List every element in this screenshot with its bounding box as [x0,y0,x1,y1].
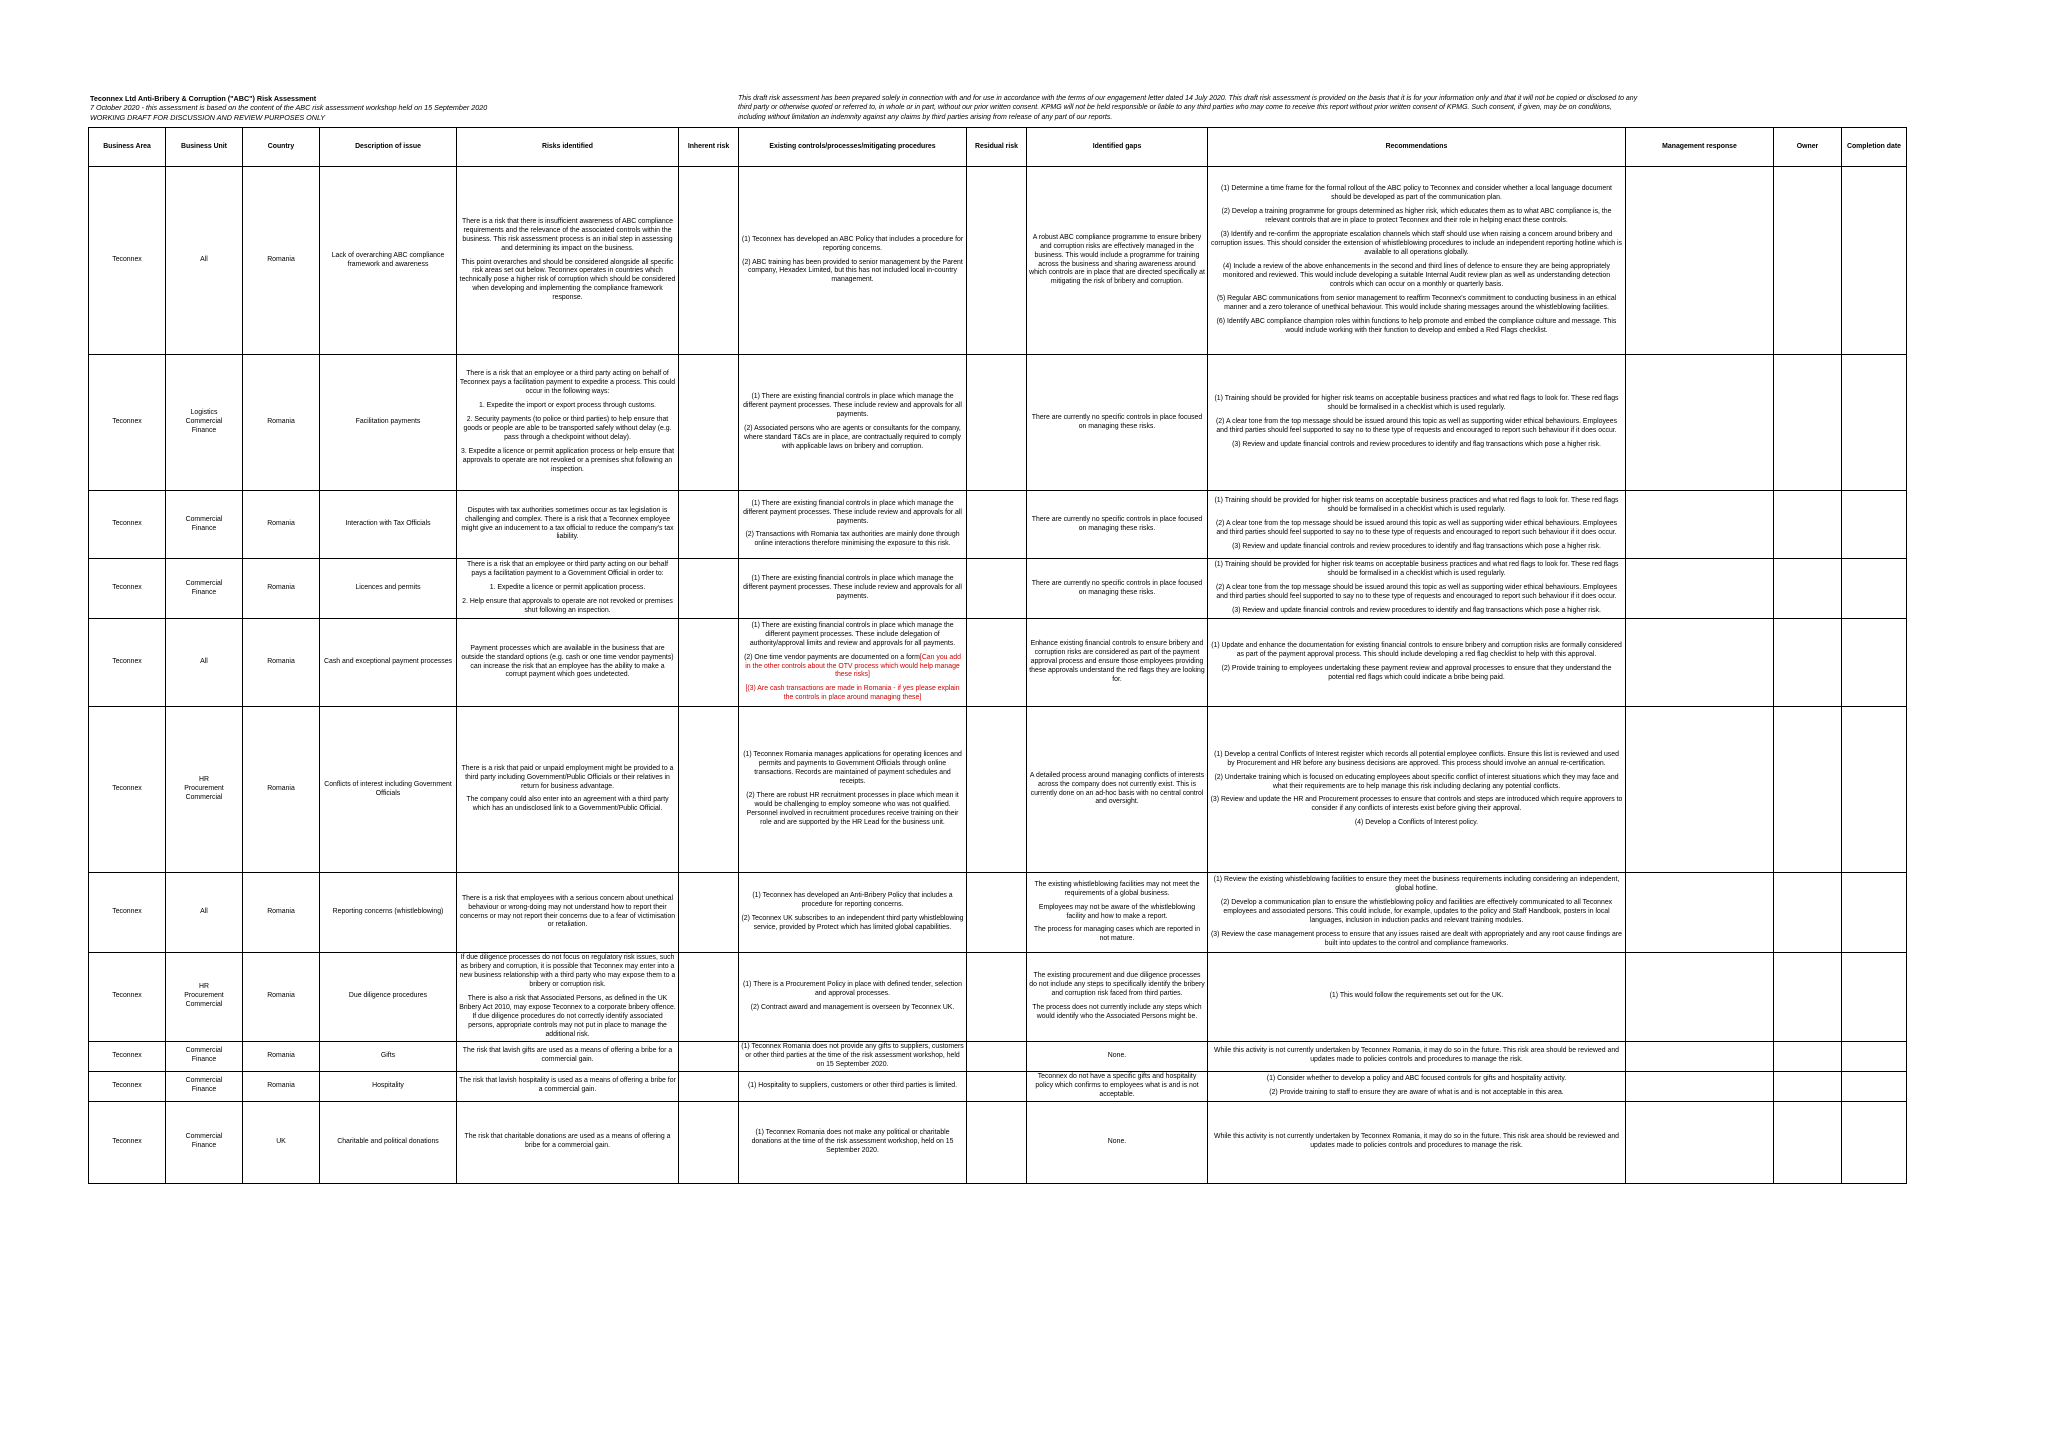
business-area-cell: Teconnex [89,491,166,559]
issue-description-cell: Due diligence procedures [320,953,457,1042]
completion-date-cell [1842,491,1907,559]
table-row [89,619,1907,707]
column-header: Identified gaps [1027,128,1208,167]
recommendations-cell-paragraph: (1) Training should be provided for higher risk teams on acceptable business practices and what red flags to look for. These red flags should be formalised in a checklist which is used regularly. [1214,395,1619,412]
inherent-risk-cell [679,1071,739,1101]
residual-risk-cell [967,707,1027,873]
inherent-risk-cell [679,707,739,873]
risks-identified-cell [457,873,679,953]
recommendations-cell-paragraph: (6) Identify ABC compliance champion roles within functions to help promote and embed the compliance culture and message. This would include working with their function to develop and embed a Red Flags checklist. [1216,317,1617,334]
recommendations-cell-paragraph: (3) Review and update financial controls and review procedures to identify and flag transactions which pose a higher risk. [1232,606,1601,614]
existing-controls-cell [739,491,967,559]
recommendations-cell-paragraph: (2) A clear tone from the top message should be issued around this topic as well as supporting wider ethical behaviours. Employees and third parties should feel supported to say no to these type of requests and encouraged to report such behaviour if it does occur. [1215,520,1618,536]
existing-controls-cell-paragraph: (1) Teconnex Romania does not provide any gifts to suppliers, customers or other third parties at the time of the risk assessment workshop, held on 15 September 2020. [741,1042,964,1068]
residual-risk-cell [967,953,1027,1042]
issue-description-cell: Facilitation payments [320,355,457,491]
issue-description-cell: Reporting concerns (whistleblowing) [320,873,457,953]
owner-cell [1774,355,1842,491]
completion-date-cell [1842,707,1907,873]
management-response-cell [1626,873,1774,953]
business-unit-cell [166,1071,243,1101]
country-cell: Romania [243,1041,320,1071]
country-cell: Romania [243,491,320,559]
existing-controls-cell-paragraph: (2) One time vendor payments are documented on a form[Can you add in the other controls about the OTV process which would help manage these risks] [744,653,961,679]
business-unit-line: HR [199,983,209,991]
table-row [89,707,1907,873]
existing-controls-cell [739,1071,967,1101]
identified-gaps-cell [1027,1101,1208,1183]
document-title: Teconnex Ltd Anti-Bribery & Corruption ("ABC") Risk Assessment [90,94,317,103]
residual-risk-cell [967,873,1027,953]
document-header [90,94,730,122]
risks-identified-cell-paragraph: Payment processes which are available in the business that are outside the standard options (e.g. cash or one time vendor payments) can increase the risk that an employee has the ability to make a corrupt payment which goes undetected. [461,644,674,679]
business-unit-line: All [200,908,208,916]
business-unit-line: Commercial [185,1077,223,1085]
business-area-cell: Teconnex [89,167,166,355]
business-area-cell: Teconnex [89,355,166,491]
management-response-cell [1626,167,1774,355]
identified-gaps-cell-paragraph: The process does not currently include any steps which would identify who the Associated Persons might be. [1032,1003,1202,1020]
risks-identified-cell [457,167,679,355]
business-area-cell: Teconnex [89,559,166,619]
column-header: Existing controls/processes/mitigating procedures [739,128,967,167]
identified-gaps-cell-paragraph: None. [1107,1137,1127,1145]
recommendations-cell-paragraph: (2) Develop a training programme for groups determined as higher risk, which educates them as to what ABC compliance is, the relevant controls that are in place to protect Teconnex and their role in helping enact these controls. [1221,208,1612,225]
business-unit-line: Procurement [184,992,224,1000]
risks-identified-cell-paragraph: There is also a risk that Associated Persons, as defined in the UK Bribery Act 2010, may expose Teconnex to a corporate bribery offence. If due diligence procedures do not correctly identify associated persons, appropriate controls may not put in place to manage the additional risk. [459,994,676,1038]
existing-controls-cell-paragraph: (1) Hospitality to suppliers, customers or other third parties is limited. [747,1081,958,1089]
country-cell: Romania [243,167,320,355]
identified-gaps-cell-paragraph: There are currently no specific controls in place focused on managing these risks. [1031,515,1203,532]
recommendations-cell [1208,873,1626,953]
existing-controls-cell-paragraph: (1) There is a Procurement Policy in place with defined tender, selection and approval processes. [743,980,962,997]
management-response-cell [1626,491,1774,559]
identified-gaps-cell-paragraph: Employees may not be aware of the whistleblowing facility and how to make a report. [1038,903,1196,920]
recommendations-cell-paragraph: (1) Training should be provided for higher risk teams on acceptable business practices and what red flags to look for. These red flags should be formalised in a checklist which is used regularly. [1214,497,1619,514]
business-unit-line: Procurement [184,785,224,793]
identified-gaps-cell-paragraph: A detailed process around managing conflicts of interests across the company does not currently exist. This is currently done on an ad-hoc basis with no central control and oversight. [1029,771,1205,806]
country-cell: Romania [243,953,320,1042]
table-row [89,953,1907,1042]
recommendations-cell-paragraph: While this activity is not currently undertaken by Teconnex Romania, it may do so in the future. This risk area should be reviewed and updates made to policies controls and procedures to manage the risk. [1214,1133,1619,1150]
existing-controls-cell [739,355,967,491]
risks-identified-cell-paragraph: This point overarches and should be considered alongside all specific risk areas set out below. Teconnex operates in countries which technically pose a higher risk of corruption which should be considered when developing and implementing the compliance framework response. [459,258,676,302]
recommendations-cell [1208,953,1626,1042]
residual-risk-cell [967,619,1027,707]
recommendations-cell [1208,167,1626,355]
management-response-cell [1626,707,1774,873]
risks-identified-cell [457,619,679,707]
business-unit-cell [166,707,243,873]
business-unit-line: HR [199,776,209,784]
business-unit-line: Commercial [185,1047,223,1055]
identified-gaps-cell [1027,559,1208,619]
table-header-row [89,128,1907,167]
business-unit-line: Commercial [185,793,223,801]
recommendations-cell-paragraph: (2) A clear tone from the top message should be issued around this topic as well as supporting wider ethical behaviours. Employees and third parties should feel supported to say no to these type of requests and encouraged to report such behaviour if it does occur. [1215,418,1618,434]
identified-gaps-cell [1027,873,1208,953]
recommendations-cell [1208,355,1626,491]
inherent-risk-cell [679,167,739,355]
identified-gaps-cell [1027,491,1208,559]
country-cell: Romania [243,619,320,707]
column-header: Residual risk [967,128,1027,167]
existing-controls-cell [739,167,967,355]
business-unit-line: Finance [191,426,217,434]
table-row [89,1071,1907,1101]
business-area-cell: Teconnex [89,1101,166,1183]
column-header: Business Area [89,128,166,167]
risks-identified-cell-paragraph: There is a risk that an employee or a third party acting on behalf of Teconnex pays a facilitation payment to expedite a process. This could occur in the following ways: [459,370,676,396]
country-cell: Romania [243,707,320,873]
residual-risk-cell [967,491,1027,559]
disclaimer-text: This draft risk assessment has been prepared solely in connection with and for use in accordance with the terms of our engagement letter dated 14 July 2020. This draft risk assessment is provided on the basis that it is for your information only and that it will not be copied or disclosed to any third party or otherwise quoted or referred to, in whole or in part, without our prior written consent. KPMG will not be held responsible or liable to any third parties who may come to receive this report without prior written consent of KPMG. Such consent, if given, may be on conditions, including without limitation an indemnity against any claims by third parties arising from release of any part of our reports. [738,95,1638,121]
risks-identified-cell [457,1041,679,1071]
existing-controls-cell-paragraph: (1) There are existing financial controls in place which manage the different payment processes. These include delegation of authority/approval limits and review and approvals for all payments. [749,621,956,647]
recommendations-cell-paragraph: (1) Training should be provided for higher risk teams on acceptable business practices and what red flags to look for. These red flags should be formalised in a checklist which is used regularly. [1214,561,1619,578]
management-response-cell [1626,1041,1774,1071]
identified-gaps-cell [1027,1071,1208,1101]
identified-gaps-cell [1027,355,1208,491]
owner-cell [1774,619,1842,707]
recommendations-cell-paragraph: (1) Determine a time frame for the formal rollout of the ABC policy to Teconnex and consider whether a local language document should be developed as part of the communication plan. [1221,185,1612,202]
inherent-risk-cell [679,491,739,559]
existing-controls-cell-paragraph: (1) Teconnex has developed an Anti-Bribery Policy that includes a procedure for reporting concerns. [752,892,953,909]
recommendations-cell-paragraph: (3) Identify and re-confirm the appropriate escalation channels which staff should use when raising a concern around bribery and corruption issues. This should consider the extension of whistleblowing procedures to include an independent reporting hotline which is available to all operations globally. [1211,231,1622,257]
business-unit-line: Finance [191,1056,217,1064]
column-header: Management response [1626,128,1774,167]
risks-identified-cell-paragraph: 2. Security payments (to police or third parties) to help ensure that goods or people are able to be transported safely without delay (e.g. pass through a checkpoint without delay). [463,416,672,441]
recommendations-cell-paragraph: (2) Provide training to staff to ensure they are aware of what is and is not acceptable in this area. [1269,1088,1564,1096]
column-header: Completion date [1842,128,1907,167]
inherent-risk-cell [679,619,739,707]
business-unit-cell [166,619,243,707]
owner-cell [1774,559,1842,619]
recommendations-cell-paragraph: (1) Consider whether to develop a policy and ABC focused controls for gifts and hospitality activity. [1266,1074,1567,1082]
business-unit-line: All [200,658,208,666]
risks-identified-cell-paragraph: There is a risk that there is insufficient awareness of ABC compliance requirements and the relevance of the associated controls within the business. This risk assessment process is an initial step in assessing and determining its impact on the business. [462,217,673,252]
business-unit-line: Finance [191,524,217,532]
risk-register-table [88,127,1907,1184]
issue-description-cell: Charitable and political donations [320,1101,457,1183]
completion-date-cell [1842,953,1907,1042]
existing-controls-cell [739,953,967,1042]
completion-date-cell [1842,1071,1907,1101]
business-area-cell: Teconnex [89,619,166,707]
risks-identified-cell-paragraph: The risk that lavish gifts are used as a means of offering a bribe for a commercial gain. [462,1047,673,1064]
existing-controls-cell [739,873,967,953]
recommendations-cell-paragraph: While this activity is not currently undertaken by Teconnex Romania, it may do so in the future. This risk area should be reviewed and updates made to policies controls and procedures to manage the risk. [1214,1047,1619,1064]
column-header: Description of issue [320,128,457,167]
risks-identified-cell [457,355,679,491]
business-unit-line: Finance [191,588,217,596]
issue-description-cell: Lack of overarching ABC compliance framework and awareness [320,167,457,355]
country-cell: Romania [243,873,320,953]
residual-risk-cell [967,1041,1027,1071]
risks-identified-cell [457,953,679,1042]
recommendations-cell-paragraph: (1) Develop a central Conflicts of Interest register which records all potential employee conflicts. Ensure this list is reviewed and used by Procurement and HR before any business decisions are approved. This process should involve an annual re-certification. [1214,750,1619,767]
business-unit-line: Commercial [185,1133,223,1141]
completion-date-cell [1842,1041,1907,1071]
risks-identified-cell [457,491,679,559]
business-unit-line: Commercial [185,1001,223,1009]
business-unit-cell [166,491,243,559]
business-unit-line: Commercial [185,418,223,426]
country-cell: UK [243,1101,320,1183]
recommendations-cell [1208,559,1626,619]
existing-controls-cell [739,559,967,619]
table-row [89,355,1907,491]
recommendations-cell-paragraph: (1) Update and enhance the documentation for existing financial controls to ensure bribery and corruption risks are formally considered as part of the payment approval process. This should include developing a red flag checklist to help with this approval. [1211,642,1622,659]
residual-risk-cell [967,167,1027,355]
risks-identified-cell-paragraph: 3. Expedite a licence or permit application process or help ensure that approvals to operate are not revoked or a premises shut following an inspection. [461,447,674,473]
inherent-risk-cell [679,559,739,619]
recommendations-cell-paragraph: (2) Develop a communication plan to ensure the whistleblowing policy and facilities are effectively communicated to all Teconnex employees and associated persons. This could include, for example, updates to the policy and Staff Handbook, posters in local languages, inclusion in induction packs and relevant training modules. [1220,899,1613,924]
owner-cell [1774,873,1842,953]
table-row [89,1101,1907,1183]
identified-gaps-cell-paragraph: The existing procurement and due diligence processes do not include any steps to specifically identify the bribery and corruption risk faced from third parties. [1029,971,1205,997]
issue-description-cell: Hospitality [320,1071,457,1101]
business-unit-line: Logistics [190,409,218,417]
risks-identified-cell [457,1071,679,1101]
management-response-cell [1626,355,1774,491]
column-header: Business Unit [166,128,243,167]
inherent-risk-cell [679,1041,739,1071]
identified-gaps-cell-paragraph: There are currently no specific controls in place focused on managing these risks. [1031,413,1203,430]
risks-identified-cell-paragraph: 2. Help ensure that approvals to operate are not revoked or premises shut following an inspection. [462,597,673,614]
owner-cell [1774,491,1842,559]
business-unit-cell [166,1101,243,1183]
existing-controls-cell-paragraph: (2) There are robust HR recruitment processes in place which mean it would be challenging to employ someone who was not qualified. Personnel involved in recruitment procedures receive training on their role and are supported by the HR Lead for the business unit. [746,792,959,826]
business-unit-line: Commercial [185,515,223,523]
table-row [89,559,1907,619]
risks-identified-cell-paragraph: The company could also enter into an agreement with a third party which has an undisclosed link to a Government/Public Official. [466,796,669,813]
business-area-cell: Teconnex [89,1041,166,1071]
issue-description-cell: Interaction with Tax Officials [320,491,457,559]
recommendations-cell [1208,1071,1626,1101]
column-header: Country [243,128,320,167]
recommendations-cell [1208,1101,1626,1183]
owner-cell [1774,167,1842,355]
table-row [89,1041,1907,1071]
recommendations-cell-paragraph: (2) Undertake training which is focused on educating employees about specific conflict of interest situations which they may face and what their requirements are to help manage this risk including declaring any potential conflicts. [1214,773,1619,790]
recommendations-cell-paragraph: (3) Review and update financial controls and review procedures to identify and flag transactions which pose a higher risk. [1232,440,1601,448]
existing-controls-cell-paragraph: (1) Teconnex has developed an ABC Policy that includes a procedure for reporting concerns. [741,235,964,252]
management-response-cell [1626,559,1774,619]
management-response-cell [1626,619,1774,707]
country-cell: Romania [243,1071,320,1101]
residual-risk-cell [967,1101,1027,1183]
management-response-cell [1626,1071,1774,1101]
recommendations-cell-paragraph: (4) Develop a Conflicts of Interest policy. [1354,819,1479,827]
management-response-cell [1626,953,1774,1042]
existing-controls-cell-paragraph: (2) Teconnex UK subscribes to an independent third party whistleblowing service, provided by Protect which has limited global capabilities. [741,915,964,931]
existing-controls-cell [739,1101,967,1183]
risks-identified-cell-paragraph: 1. Expedite a licence or permit application process. [489,584,646,592]
recommendations-cell [1208,707,1626,873]
column-header: Recommendations [1208,128,1626,167]
recommendations-cell-paragraph: (2) A clear tone from the top message should be issued around this topic as well as supporting wider ethical behaviours. Employees and third parties should feel supported to say no to these type of requests and encouraged to report such behaviour if it does occur. [1215,584,1618,600]
existing-controls-cell-paragraph: (2) Contract award and management is overseen by Teconnex UK. [750,1003,955,1011]
risks-identified-cell-paragraph: 1. Expedite the import or export process through customs. [479,402,656,410]
recommendations-cell-paragraph: (5) Regular ABC communications from senior management to reaffirm Teconnex's commitment to conducting business in an ethical manner and a zero tolerance of unethical behaviour. This would include sharing messages around the whistleblowing facilities. [1216,294,1617,311]
owner-cell [1774,707,1842,873]
existing-controls-cell-paragraph: (1) Teconnex Romania does not make any political or charitable donations at the time of the risk assessment workshop, held on 15 September 2020. [751,1128,954,1154]
column-header: Owner [1774,128,1842,167]
identified-gaps-cell [1027,1041,1208,1071]
recommendations-cell-paragraph: (1) Review the existing whistleblowing facilities to ensure they meet the business requirements including considering an independent, global hotline. [1213,876,1620,893]
business-unit-line: Finance [191,1142,217,1150]
risks-identified-cell-paragraph: There is a risk that paid or unpaid employment might be provided to a third party including Government/Public Officials or their relatives in return for business advantage. [461,764,674,790]
inherent-risk-cell [679,953,739,1042]
recommendations-cell [1208,619,1626,707]
table-row [89,167,1907,355]
identified-gaps-cell-paragraph: The process for managing cases which are reported in not mature. [1033,926,1201,943]
column-header: Inherent risk [679,128,739,167]
draft-notice: WORKING DRAFT FOR DISCUSSION AND REVIEW PURPOSES ONLY [90,112,326,122]
recommendations-cell-paragraph: (3) Review and update financial controls and review procedures to identify and flag transactions which pose a higher risk. [1232,542,1601,550]
table-row [89,491,1907,559]
column-header: Risks identified [457,128,679,167]
recommendations-cell-paragraph: (4) Include a review of the above enhancements in the second and third lines of defence to ensure they are being appropriately monitored and reviewed. This would include developing a suitable Internal Audit review plan as well as understanding detection controls which can occur on a monthly or quarterly basis. [1222,263,1611,288]
identified-gaps-cell-paragraph: None. [1107,1051,1127,1059]
business-unit-cell [166,873,243,953]
risk-register-body [89,167,1907,1184]
inherent-risk-cell [679,1101,739,1183]
recommendations-cell-paragraph: (1) This would follow the requirements set out for the UK. [1329,992,1504,1000]
reviewer-comment: [Can you add in the other controls about the OTV process which would help manage these risks] [745,653,961,679]
management-response-cell [1626,1101,1774,1183]
completion-date-cell [1842,619,1907,707]
risks-identified-cell-paragraph: Disputes with tax authorities sometimes occur as tax legislation is challenging and complex. There is a risk that a Teconnex employee might give an inducement to a tax official to reduce the company's tax liability. [461,506,674,541]
inherent-risk-cell [679,355,739,491]
residual-risk-cell [967,1071,1027,1101]
identified-gaps-cell [1027,953,1208,1042]
table-row [89,873,1907,953]
identified-gaps-cell-paragraph: There are currently no specific controls in place focused on managing these risks. [1031,579,1203,596]
country-cell: Romania [243,355,320,491]
existing-controls-cell-paragraph: (2) ABC training has been provided to senior management by the Parent company, Hexadex Limited, but this has not included local in-country management. [742,258,963,284]
owner-cell [1774,1101,1842,1183]
business-unit-line: All [200,256,208,264]
existing-controls-cell [739,619,967,707]
existing-controls-cell-paragraph: (2) Associated persons who are agents or consultants for the company, where standard T&Cs are in place, are contractually required to comply with applicable laws on bribery and corruption. [743,425,962,450]
business-unit-cell [166,167,243,355]
reviewer-comment: [(3) Are cash transactions are made in Romania - if yes please explain the controls in place around managing these] [745,685,960,702]
recommendations-cell-paragraph: (3) Review and update the HR and Procurement processes to ensure that controls and steps are introduced which require approvers to consider if any conflicts of interests exist before giving their approval. [1210,796,1623,813]
existing-controls-cell-paragraph: (1) Teconnex Romania manages applications for operating licences and permits and payments to Government Officials through online transactions. Records are maintained of payment schedules and receipts. [743,751,962,786]
existing-controls-cell-paragraph: (1) There are existing financial controls in place which manage the different payment processes. These include review and approvals for all payments. [743,393,962,419]
completion-date-cell [1842,559,1907,619]
existing-controls-cell [739,1041,967,1071]
identified-gaps-cell-paragraph: A robust ABC compliance programme to ensure bribery and corruption risks are effectively managed in the business. This would include a programme for training across the business and sharing awareness around which controls are in place that are directed specifically at mitigating the risk of bribery and corruption. [1029,233,1205,286]
risks-identified-cell-paragraph: There is a risk that employees with a serious concern about unethical behaviour or wrong-doing may not understand how to report their concerns or may not report their concerns due to a fear of victimisation or retaliation. [459,894,676,929]
business-area-cell: Teconnex [89,953,166,1042]
risks-identified-cell [457,1101,679,1183]
inherent-risk-cell [679,873,739,953]
identified-gaps-cell [1027,619,1208,707]
completion-date-cell [1842,355,1907,491]
issue-description-cell: Licences and permits [320,559,457,619]
country-cell: Romania [243,559,320,619]
existing-controls-cell-paragraph: (1) There are existing financial controls in place which manage the different payment processes. These include review and approvals for all payments. [743,575,962,600]
identified-gaps-cell-paragraph: The existing whistleblowing facilities may not meet the requirements of a global business. [1034,880,1200,897]
owner-cell [1774,953,1842,1042]
recommendations-cell-paragraph: (3) Review the case management process to ensure that any issues raised are dealt with appropriately and any root cause findings are built into updates to the control and compliance frameworks. [1211,930,1622,947]
completion-date-cell [1842,167,1907,355]
issue-description-cell: Gifts [320,1041,457,1071]
risks-identified-cell [457,707,679,873]
risks-identified-cell [457,559,679,619]
identified-gaps-cell [1027,167,1208,355]
business-unit-cell [166,559,243,619]
risks-identified-cell-paragraph: If due diligence processes do not focus on regulatory risk issues, such as bribery and corruption, it is possible that Teconnex may enter into a new business relationship with a third party who may expose them to a bribery or corruption risk. [459,954,676,988]
identified-gaps-cell-paragraph: Enhance existing financial controls to ensure bribery and corruption risks are considered as part of the payment approval process and ensure those employees providing these approvals understand the red flags they are looking for. [1029,640,1205,683]
risks-identified-cell-paragraph: There is a risk that an employee or third party acting on our behalf pays a facilitation payment to a Government Official in order to: [466,561,669,578]
recommendations-cell-paragraph: (2) Provide training to employees undertaking these payment review and approval processes to ensure that they understand the potential red flags which could indicate a bribe being paid. [1221,665,1612,681]
issue-description-cell: Cash and exceptional payment processes [320,619,457,707]
existing-controls-cell-paragraph: (1) There are existing financial controls in place which manage the different payment processes. These include review and approvals for all payments. [743,499,962,525]
business-area-cell: Teconnex [89,707,166,873]
recommendations-cell [1208,491,1626,559]
business-unit-cell [166,953,243,1042]
business-unit-cell [166,355,243,491]
document-date-line: 7 October 2020 - this assessment is based on the content of the ABC risk assessment workshop held on 15 September 2020 [90,103,488,113]
existing-controls-cell [739,707,967,873]
completion-date-cell [1842,1101,1907,1183]
residual-risk-cell [967,559,1027,619]
issue-description-cell: Conflicts of interest including Government Officials [320,707,457,873]
risks-identified-cell-paragraph: The risk that charitable donations are used as a means of offering a bribe for a commercial gain. [464,1133,671,1150]
business-unit-line: Finance [191,1086,217,1094]
identified-gaps-cell-paragraph: Teconnex do not have a specific gifts and hospitality policy which confirms to employees what is and is not acceptable. [1035,1072,1199,1098]
recommendations-cell [1208,1041,1626,1071]
risks-identified-cell-paragraph: The risk that lavish hospitality is used as a means of offering a bribe for a commercial gain. [459,1077,676,1094]
business-unit-line: Commercial [185,579,223,587]
residual-risk-cell [967,355,1027,491]
owner-cell [1774,1041,1842,1071]
existing-controls-cell-paragraph: (2) Transactions with Romania tax authorities are mainly done through online interactions therefore minimising the exposure to this risk. [745,531,960,548]
business-area-cell: Teconnex [89,873,166,953]
business-area-cell: Teconnex [89,1071,166,1101]
identified-gaps-cell [1027,707,1208,873]
completion-date-cell [1842,873,1907,953]
business-unit-cell [166,1041,243,1071]
owner-cell [1774,1071,1842,1101]
